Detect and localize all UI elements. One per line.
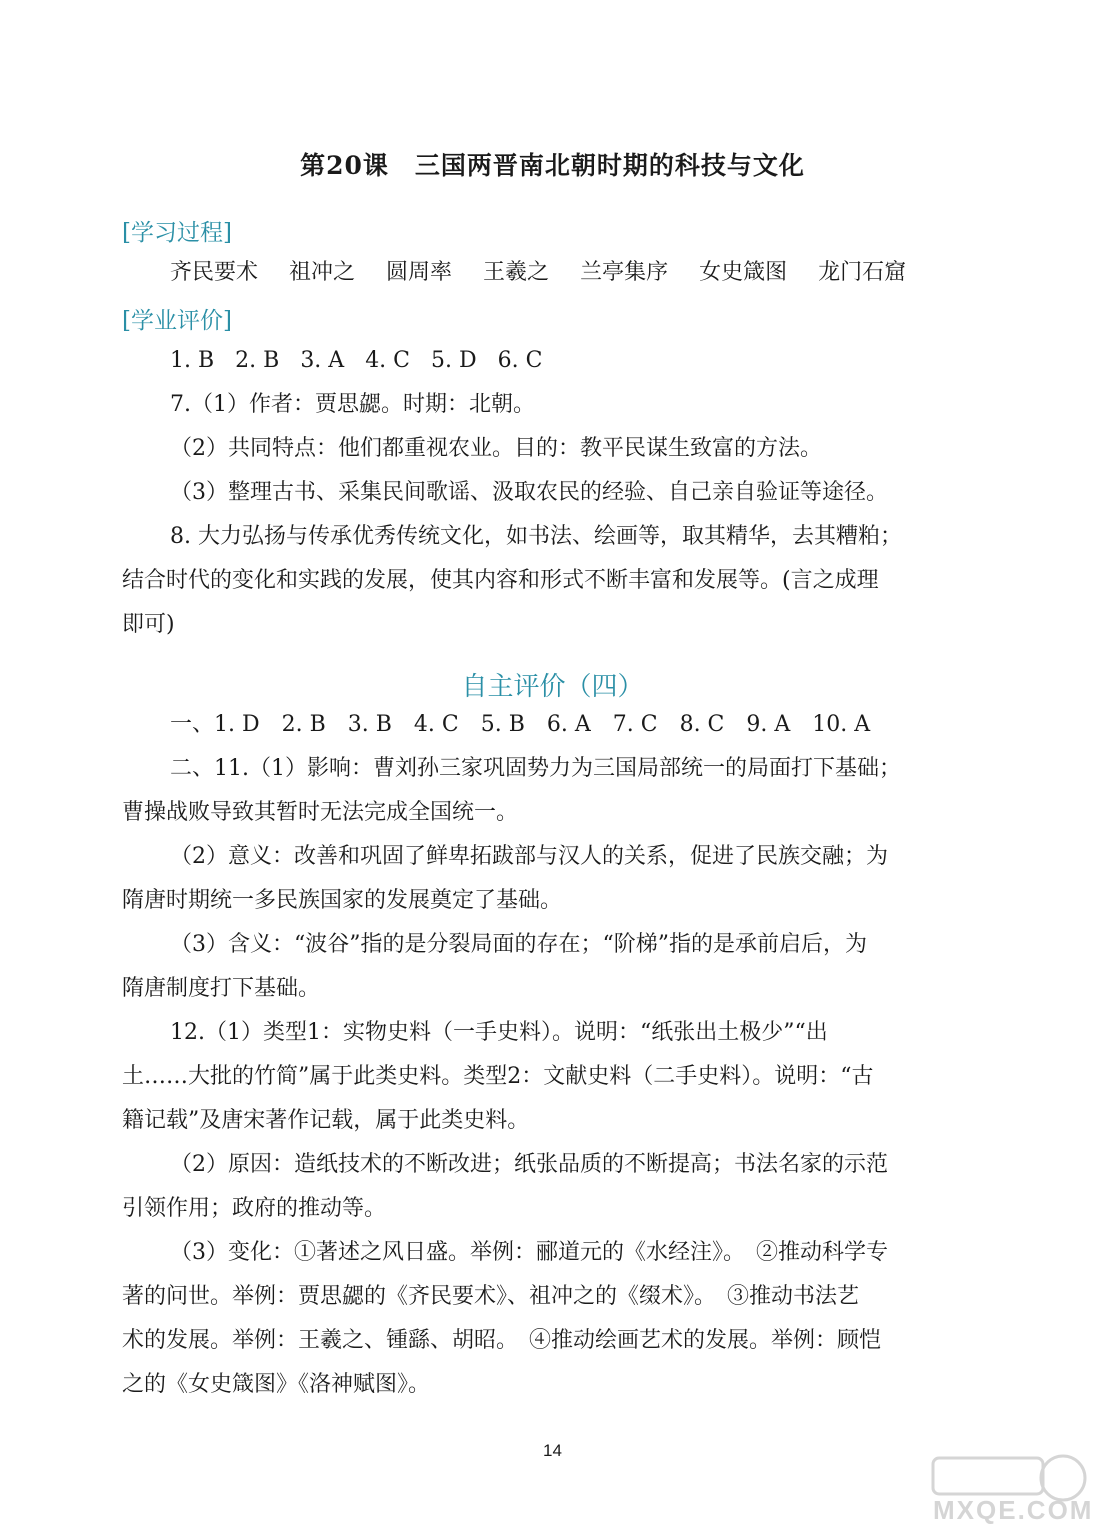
answer-line: 术的发展。举例：王羲之、锺繇、胡昭。 ④推动绘画艺术的发展。举例：顾恺: [122, 1328, 882, 1353]
answer-line: 8. 大力弘扬与传承优秀传统文化，如书法、绘画等，取其精华，去其糟粕；: [170, 524, 902, 549]
answer-line: 著的问世。举例：贾思勰的《齐民要术》、祖冲之的《缀术》。 ③推动书法艺: [122, 1284, 860, 1309]
answer-item: 6. C: [497, 348, 543, 373]
answer-line: 土……大批的竹简”属于此类史料。类型2：文献史料（二手史料）。说明：“古: [122, 1064, 874, 1089]
answer-line: 即可): [122, 612, 175, 637]
keyword: 兰亭集序: [580, 260, 669, 285]
answer-line: （2）意义：改善和巩固了鲜卑拓跋部与汉人的关系，促进了民族交融；为: [170, 844, 888, 869]
keyword: 龙门石窟: [818, 260, 907, 285]
answer-item: 4. C: [365, 348, 411, 373]
lesson-title: 第20课 三国两晋南北朝时期的科技与文化: [300, 151, 805, 180]
keyword: 圆周率: [386, 260, 453, 285]
answer-line: （3）整理古书、采集民间歌谣、汲取农民的经验、自己亲自验证等途径。: [170, 480, 888, 505]
answer-line: 隋唐时期统一多民族国家的发展奠定了基础。: [122, 888, 563, 913]
section-label-text: 学习过程: [130, 220, 223, 246]
answer-line: 之的《女史箴图》《洛神赋图》。: [122, 1372, 431, 1397]
page-number: 14: [543, 1441, 562, 1460]
answer-line: 隋唐制度打下基础。: [122, 976, 321, 1001]
section-label-learning-process: [学习过程]: [122, 220, 232, 246]
keyword: 女史箴图: [699, 260, 788, 285]
section-label-text: 学业评价: [130, 308, 223, 334]
section-label-academic-evaluation: [学业评价]: [122, 308, 232, 334]
watermark-text: MXQE.COM: [933, 1495, 1094, 1525]
answer-line: 籍记载”及唐宋著作记载，属于此类史料。: [122, 1108, 530, 1133]
answer-item: 3. A: [300, 348, 345, 373]
answer-line: 曹操战败导致其暂时无法完成全国统一。: [122, 800, 519, 825]
answer-line: 结合时代的变化和实践的发展，使其内容和形式不断丰富和发展等。(言之成理: [122, 568, 879, 593]
answer-line: （3）变化：①著述之风日盛。举例：郦道元的《水经注》。 ②推动科学专: [170, 1240, 888, 1265]
answer-line: 二、11.（1）影响：曹刘孙三家巩固势力为三国局部统一的局面打下基础；: [170, 756, 901, 781]
answer-item: 5. D: [431, 348, 477, 373]
answer-line: （2）共同特点：他们都重视农业。目的：教平民谋生致富的方法。: [170, 436, 822, 461]
keyword: 祖冲之: [289, 260, 356, 285]
keyword: 齐民要术: [170, 260, 259, 285]
watermark-logo: [913, 1452, 1093, 1532]
answer-line: （2）原因：造纸技术的不断改进；纸张品质的不断提高；书法名家的示范: [170, 1152, 888, 1177]
answer-item: 2. B: [235, 348, 280, 373]
answer-line: 12.（1）类型1：实物史料（一手史料）。说明：“纸张出土极少”“出: [170, 1020, 828, 1045]
answer-item: 1. B: [170, 348, 215, 373]
self-evaluation-title: 自主评价（四）: [461, 672, 644, 702]
answer-line: 一、1. D 2. B 3. B 4. C 5. B 6. A 7. C 8. C 9. A 10. A: [170, 712, 871, 737]
keyword: 王羲之: [483, 260, 550, 285]
answer-line: 7.（1）作者：贾思勰。时期：北朝。: [170, 392, 535, 417]
keyword-list: [170, 258, 930, 288]
answer-line: （3）含义：“波谷”指的是分裂局面的存在；“阶梯”指的是承前启后，为: [170, 932, 867, 957]
multiple-choice-answers: [170, 346, 556, 376]
answer-line: 引领作用；政府的推动等。: [122, 1196, 387, 1221]
